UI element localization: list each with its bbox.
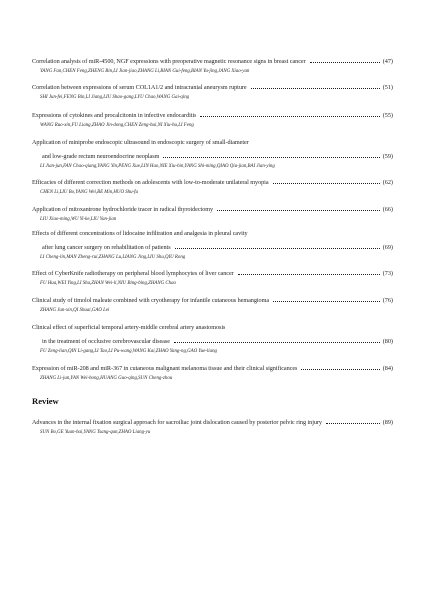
entry-title-continuation xyxy=(42,336,393,347)
entry-title xyxy=(32,363,393,374)
entry-title xyxy=(32,177,393,188)
entry-authors: LIU Xiao-ming,WU Yi-ke,LIU Yan-jian xyxy=(40,217,117,222)
entry-page-number: (51) xyxy=(382,84,393,91)
entry-page-number: (55) xyxy=(382,112,393,119)
entry-title-text: Correlation analysis of miR-4500, NGF expressions with preoperative magnetic resonance signs in breast cancer xyxy=(32,58,306,65)
entry-page-number: (73) xyxy=(382,270,393,277)
entry-page-number: (84) xyxy=(382,365,393,372)
entry-page-number: (69) xyxy=(382,244,393,251)
dot-leader xyxy=(273,183,380,184)
entry-title-text: Expression of miR-208 and miR-367 in cutaneous malignant melanoma tissue and their clinical significances xyxy=(32,365,298,372)
entry-page-number: (80) xyxy=(382,338,393,345)
entry-title-text: in the treatment of occlusive cerebrovascular disease xyxy=(42,338,170,345)
dot-leader xyxy=(238,274,380,275)
entry-title-text: Application of miniprobe endoscopic ultrasound in endoscopic surgery of small-diameter xyxy=(32,139,249,146)
entry-authors: FU Hua,WEI Ying,LI Sha,ZHAN Wei-li,NIU Bing-bing,ZHANG Chao xyxy=(40,281,176,286)
entry-title-text: Clinical effect of superficial temporal artery-middle cerebral artery anastomosis xyxy=(32,324,226,331)
dot-leader xyxy=(175,248,380,249)
dot-leader xyxy=(217,210,380,211)
entry-title-text: Expressions of cytokines and procalcitonin in infective endocarditis xyxy=(32,112,197,119)
entry-title-text: Effect of CyberKnife radiotherapy on peripheral blood lymphocytes of liver cancer xyxy=(32,270,234,277)
entry-authors: SUN Bo,GE Yuan-hai,YANG Tsang-qun,ZHAO Liang-yu xyxy=(40,430,151,435)
entry-authors: CHEN Li,LIU Bo,YANG Wei,BE Min,HUO Shu-fu xyxy=(40,190,138,195)
dot-leader xyxy=(174,342,380,343)
entry-title xyxy=(32,56,393,67)
entry-authors: SHI Jun-fei,FENG Bin,LI Jiang,LIU Shao-gang,LYU Chao,WANG Gai-qing xyxy=(40,95,190,100)
entry-title xyxy=(32,268,393,279)
entry-title xyxy=(32,82,393,93)
entry-page-number: (47) xyxy=(382,58,393,65)
dot-leader xyxy=(200,116,379,117)
entry-authors: LI Cheng-lin,MAN Zheng-rui,ZHANG Lu,LIANG Jing,LIU Shu,QIU Rong xyxy=(40,255,186,260)
dot-leader xyxy=(310,62,380,63)
entry-title-continuation xyxy=(42,151,393,162)
entry-title-text: Advances in the internal fixation surgical approach for sacroiliac joint dislocation caused by posterior pelvic ring injury xyxy=(32,419,322,426)
entry-page-number: (76) xyxy=(382,297,393,304)
dot-leader xyxy=(301,369,379,370)
dot-leader xyxy=(326,423,380,424)
entry-title-text: Efficacies of different correction methods on adolescents with low-to-moderate unilateral myopia xyxy=(32,179,269,186)
entry-authors: WANG Ruo-xin,FU Liang,ZHAO Jin-dong,CHEN Zeng-hui,NI Xiu-hu,LI Feng xyxy=(40,123,194,128)
entry-page-number: (89) xyxy=(382,419,393,426)
entry-title-text: Effects of different concentrations of lidocaine infiltration and analgesia in pleural cavity xyxy=(32,230,248,237)
entry-title-continuation xyxy=(42,242,393,253)
review-heading: Review xyxy=(32,396,59,406)
entry-title xyxy=(32,295,393,306)
entry-authors: ZHANG Li-jun,YAN Wei-hong,HUANG Guo-qing,SUN Cheng-zhou xyxy=(40,376,173,381)
dot-leader xyxy=(251,88,380,89)
entry-page-number: (66) xyxy=(382,206,393,213)
entry-title-text: after lung cancer surgery on rehabilitation of patients xyxy=(42,244,171,251)
entry-title-text: Correlation between expressions of serum COL1A1/2 and intracranial aneurysm rupture xyxy=(32,84,247,91)
dot-leader xyxy=(273,301,380,302)
entry-title-text: Clinical study of timolol maleate combined with cryotherapy for infantile cutaneous hemangioma xyxy=(32,297,270,304)
entry-title xyxy=(32,137,393,148)
entry-authors: YANG Fan,CHEN Feng,ZHENG Bin,LI Jian-jiao,ZHANG Li,BIAN Gui-feng,BIAN Yu-jing,JANG Xiao-yan xyxy=(40,69,250,74)
entry-title-text: and low-grade rectum neuroendocrine neoplasm xyxy=(42,153,160,160)
dot-leader xyxy=(163,157,379,158)
entry-title xyxy=(32,417,393,428)
entry-authors: LI Jian-jun,FAN Chao-qiang,YANG Yin,PENG Xue,LIN Hao,NIE Xiu-bin,YANG Shi-ming,QIAO Qiu-jian,BAI Jian-ying xyxy=(40,164,275,169)
entry-page-number: (62) xyxy=(382,179,393,186)
entry-title xyxy=(32,322,393,333)
entry-title xyxy=(32,204,393,215)
entry-authors: FU Zeng-lian,QIN Li-gang,LI Tao,LI Pu-wang,WANG Kai,ZHAO Yang-ng,GAO Yue-liang xyxy=(40,349,217,354)
entry-authors: ZHANG Jun-xin,QI Shuai,GAO Lei xyxy=(40,308,110,313)
entry-page-number: (59) xyxy=(382,153,393,160)
entry-title xyxy=(32,110,393,121)
entry-title-text: Application of mitoxantrone hydrochloride tracer in radical thyroidectomy xyxy=(32,206,214,213)
entry-title xyxy=(32,228,393,239)
